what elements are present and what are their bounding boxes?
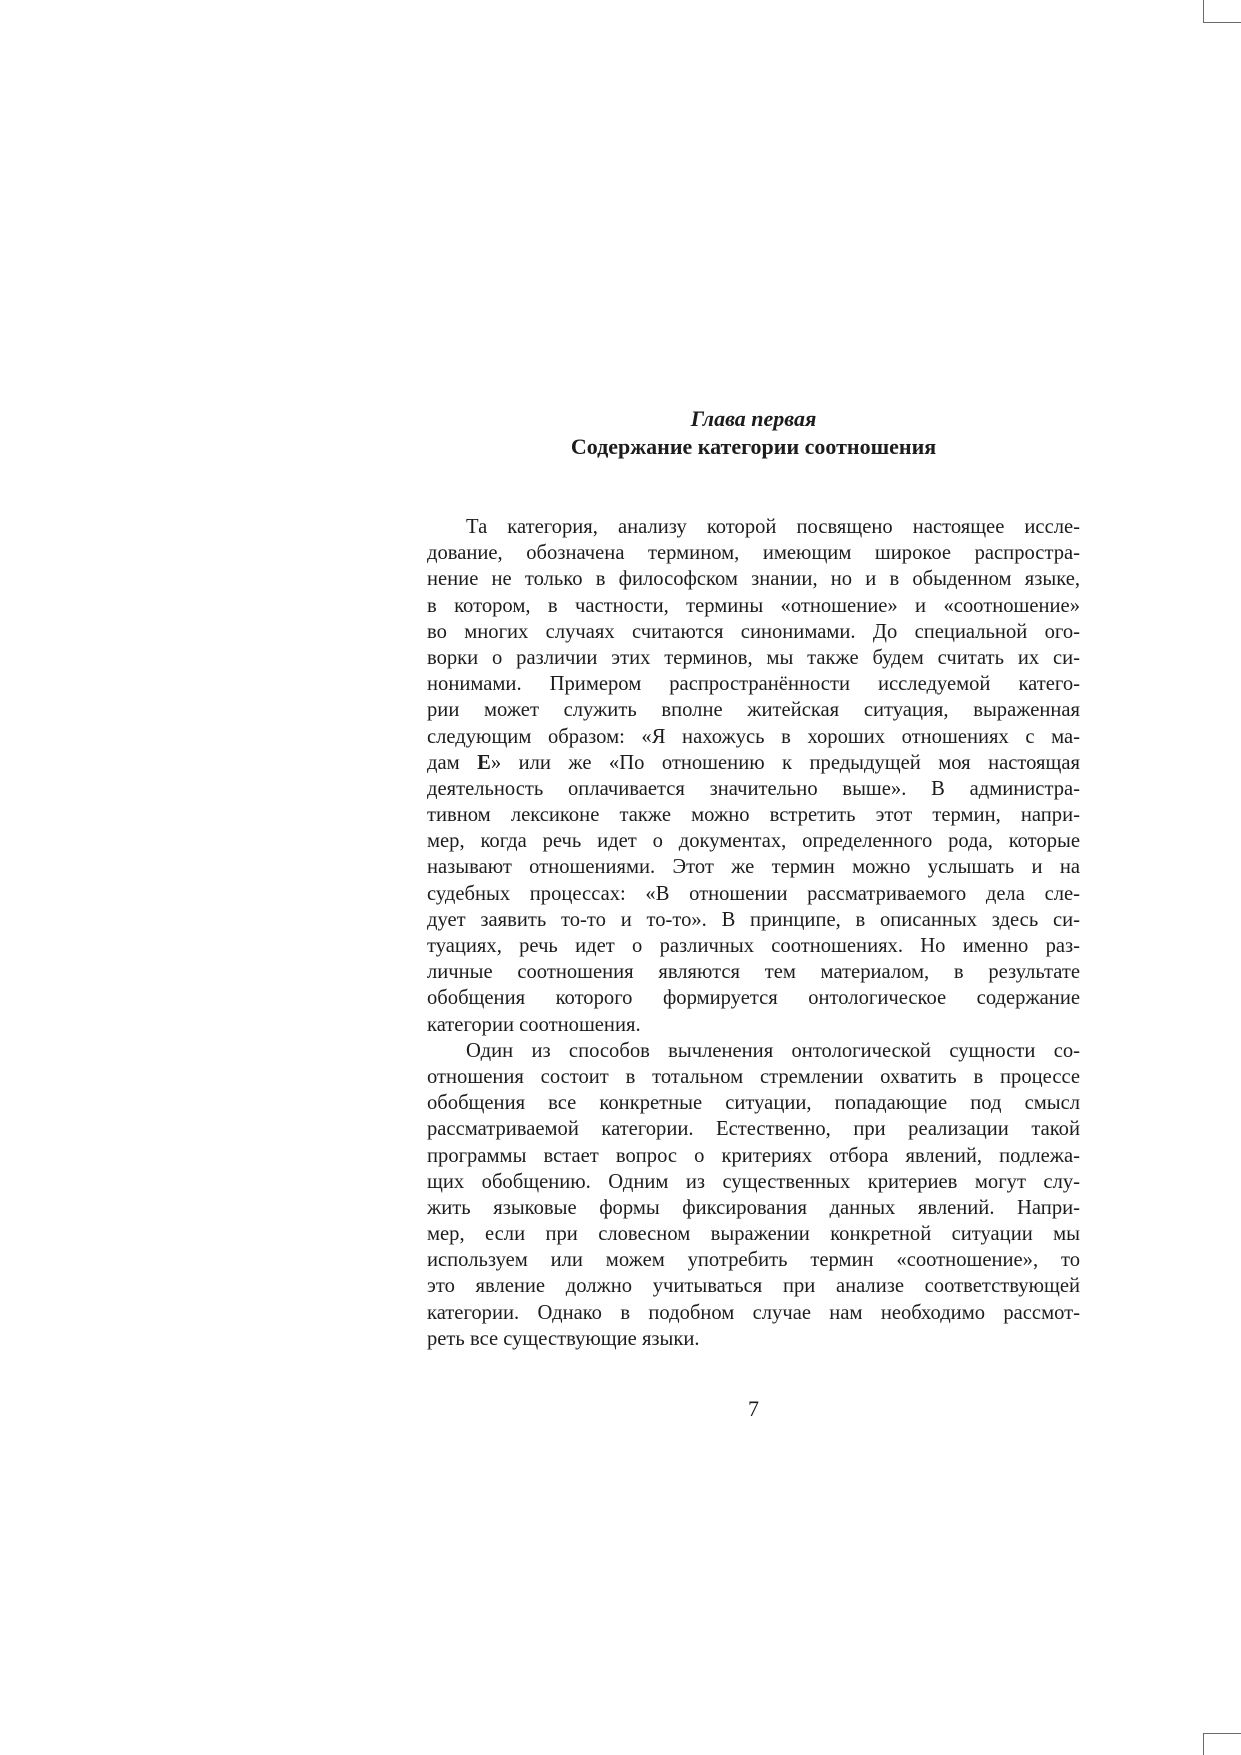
text-line: это явление должно учитываться при анализе соответствующей: [427, 1275, 1080, 1298]
bold-letter: Е: [477, 751, 491, 774]
text-line: обобщения все конкретные ситуации, попадающие под смысл: [427, 1092, 1080, 1115]
crop-mark-bottom-vertical: [1203, 1733, 1204, 1755]
paragraph-2: [427, 1038, 1080, 1352]
text-line: дование, обозначена термином, имеющим широкое распростра-: [427, 542, 1080, 565]
text-line: деятельность оплачивается значительно выше». В администра-: [427, 777, 1080, 800]
text-line: жить языковые формы фиксирования данных явлений. Напри-: [427, 1196, 1080, 1219]
text-line: мер, когда речь идет о документах, определенного рода, которые: [427, 830, 1080, 853]
text-line: категории соотношения.: [427, 1013, 641, 1036]
body-text: [427, 514, 1080, 1352]
crop-mark-top-vertical: [1203, 0, 1204, 22]
text-line: тивном лексиконе также можно встретить этот термин, напри-: [427, 804, 1080, 827]
crop-mark-top-horizontal: [1203, 22, 1241, 23]
text-line: следующим образом: «Я нахожусь в хороших отношениях с ма-: [427, 725, 1080, 748]
text-line: обобщения которого формируется онтологическое содержание: [427, 987, 1080, 1010]
text-line: судебных процессах: «В отношении рассматриваемого дела сле-: [427, 882, 1080, 905]
paragraph-1: [427, 514, 1080, 1038]
text-line-with-bold: [427, 750, 1080, 776]
text-line: туациях, речь идет о различных соотношениях. Но именно раз-: [427, 935, 1080, 957]
text-line: ворки о различии этих терминов, мы также будем считать их си-: [427, 646, 1080, 669]
text-segment: » или же «По отношению к предыдущей моя настоящая: [490, 751, 1080, 774]
text-line: рии может служить вполне житейская ситуация, выраженная: [427, 699, 1080, 722]
chapter-title: Содержание категории соотношения: [570, 434, 937, 459]
page-number: 7: [748, 1396, 759, 1421]
text-line: во многих случаях считаются синонимами. До специальной ого-: [427, 620, 1080, 643]
text-line: дует заявить то-то и то-то». В принципе, в описанных здесь си-: [427, 908, 1080, 931]
chapter-label: Глава первая: [690, 406, 817, 431]
text-line: мер, если при словесном выражении конкретной ситуации мы: [427, 1223, 1080, 1246]
text-line: щих обобщению. Одним из существенных критериев могут слу-: [427, 1170, 1080, 1193]
text-segment: дам: [427, 751, 478, 774]
text-line: Один из способов вычленения онтологической сущности со-: [466, 1039, 1080, 1062]
crop-mark-bottom-horizontal: [1203, 1733, 1241, 1734]
text-line: называют отношениями. Этот же термин можно услышать и на: [427, 856, 1080, 879]
text-line: нение не только в философском знании, но и в обыденном языке,: [427, 568, 1080, 591]
text-line: категории. Однако в подобном случае нам необходимо рассмот-: [427, 1301, 1080, 1324]
text-line: личные соотношения являются тем материалом, в результате: [427, 961, 1080, 984]
text-line: отношения состоит в тотальном стремлении охватить в процессе: [427, 1065, 1080, 1088]
text-line: программы встает вопрос о критериях отбора явлений, подлежа-: [427, 1144, 1080, 1167]
text-line: реть все существующие языки.: [427, 1327, 700, 1350]
text-line: в котором, в частности, термины «отношение» и «соотношение»: [427, 594, 1080, 617]
text-line: нонимами. Примером распространённости исследуемой катего-: [427, 673, 1080, 696]
text-line: используем или можем употребить термин «соотношение», то: [427, 1249, 1080, 1272]
text-line: Та категория, анализу которой посвящено настоящее иссле-: [466, 516, 1080, 538]
text-line: рассматриваемой категории. Естественно, при реализации такой: [427, 1118, 1080, 1141]
